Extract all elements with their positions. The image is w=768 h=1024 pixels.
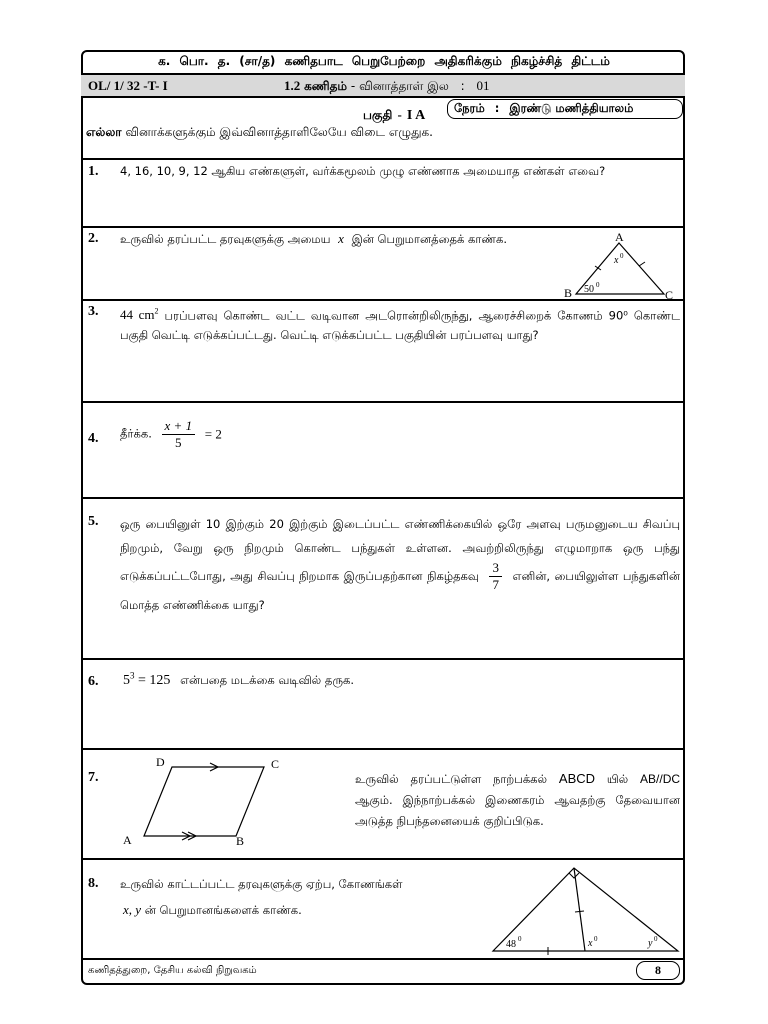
- q2-vertex-a: A: [615, 232, 624, 244]
- q7-vertex-b: B: [236, 834, 245, 848]
- q2-angle-x: x: [614, 255, 619, 266]
- q6-math: $5^3 = 125$: [123, 670, 171, 688]
- q4-equation: [120, 418, 222, 451]
- q7-text-b: யில்: [606, 772, 629, 786]
- q7-text-block: [355, 768, 680, 832]
- q8-angle-y: y: [648, 938, 653, 949]
- q5-fraction: [489, 560, 502, 593]
- time-box: [447, 99, 683, 119]
- question-divider: [81, 158, 685, 160]
- question-divider: [81, 748, 685, 750]
- q2-angle-b: 50: [584, 284, 594, 295]
- paper-number: 01: [476, 78, 490, 93]
- time-label: நேரம்: [454, 101, 485, 115]
- paper-code: OL/ 1/ 32 -T- I: [88, 78, 168, 93]
- q5-text-block: [120, 512, 680, 617]
- q5-denominator: 7: [492, 577, 499, 592]
- part-word: பகுதி: [363, 108, 393, 122]
- q8-angle-x: x: [588, 938, 593, 949]
- q2-text: [120, 229, 620, 249]
- paper-heading: [284, 78, 490, 95]
- part-id: I A: [406, 108, 426, 123]
- footer-divider: [81, 958, 685, 960]
- q7-parallel: AB//DC: [640, 772, 681, 786]
- q2-triangle-figure: [560, 232, 680, 300]
- q5-text-b: எனின், பையிலுள்ள பந்துகளின் மொத்த எண்ணிக்கை யாது?: [120, 569, 681, 612]
- q4-fraction: [162, 418, 196, 451]
- q8-degree-y: 0: [654, 935, 658, 943]
- page-number: 8: [636, 961, 680, 980]
- q3-number: 3.: [88, 304, 99, 319]
- subject-number: 1.2: [284, 78, 301, 93]
- q2-text-b: இன் பெறுமானத்தைக் காண்க.: [351, 232, 507, 246]
- q3-area: 44 $cm^2$: [120, 307, 159, 323]
- q7-text-c: ஆகும். இந்நாற்பக்கல் இணைகரம் ஆவதற்கு தேவையான அடுத்த நிபந்தனையைக் குறிப்பிடுக.: [355, 793, 680, 828]
- q7-number: 7.: [88, 770, 99, 785]
- time-colon: :: [494, 101, 500, 115]
- part-label: [363, 104, 425, 124]
- instruction: [86, 125, 433, 141]
- q7-abcd: ABCD: [558, 771, 596, 786]
- q8-degree-x: 0: [594, 935, 598, 943]
- q2-variable: x: [338, 231, 344, 246]
- time-value: இரண்டு மணித்தியாலம்: [509, 101, 634, 115]
- footer-department: கணிதத்துறை, தேசிய கல்வி நிறுவகம்: [88, 965, 257, 976]
- paper-label: வினாத்தாள் இல: [359, 79, 449, 93]
- q8-degree-48: 0: [518, 935, 522, 943]
- q7-parallelogram: [144, 767, 264, 836]
- q8-text-line2: [123, 900, 483, 920]
- question-divider: [81, 401, 685, 403]
- q7-parallelogram-figure: [118, 752, 288, 852]
- question-divider: [81, 858, 685, 860]
- q8-angle-48: 48: [506, 939, 516, 950]
- q5-numerator: 3: [489, 560, 502, 577]
- q6-number: 6.: [88, 674, 99, 689]
- q7-text-a: உருவில் தரப்பட்டுள்ள நாற்பக்கல்: [355, 772, 548, 786]
- q2-number: 2.: [88, 231, 99, 246]
- program-title: க. பொ. த. (சா/த) கணிதபாட பெறுபேற்றை அதிகரிக்கும் நிகழ்ச்சித் திட்டம்: [158, 54, 610, 68]
- q7-vertex-a: A: [123, 833, 132, 847]
- subject-name: கணிதம்: [304, 79, 348, 93]
- q2-tick-ac: [639, 262, 645, 266]
- paper-colon: :: [460, 79, 465, 93]
- q7-vertex-c: C: [271, 757, 280, 771]
- instruction-text: வினாக்களுக்கும் இவ்வினாத்தாளிலேயே விடை எழுதுக.: [125, 125, 433, 139]
- q1-number: 1.: [88, 164, 99, 179]
- q8-text-a: உருவில் காட்டப்பட்ட தரவுகளுக்கு ஏற்ப, கோணங்கள்: [120, 877, 403, 891]
- header-divider-2: [81, 96, 685, 98]
- q8-variables: x, y: [123, 902, 142, 917]
- question-divider: [81, 497, 685, 499]
- q2-vertex-b: B: [564, 286, 573, 300]
- q2-degree-b: 0: [596, 281, 600, 289]
- q2-tick-ab: [595, 266, 601, 270]
- q3-text: பரப்பளவு கொண்ட வட்ட வடிவான அடரொன்றிலிருந்து, ஆரைச்சிறைக் கோணம் 90⁰ கொண்ட பகுதி வெட்டி எடுக்கப்பட்டது. வெட்டி எடுக்கப்பட்ட பகுதியின் பரப்பளவு யாது?: [120, 308, 680, 343]
- q4-denominator: 5: [175, 435, 182, 450]
- q5-text-a: ஒரு பையினுள் 10 இற்கும் 20 இற்கும் இடைப்பட்ட எண்ணிக்கையில் ஒரே அளவு பருமனுடைய சிவப்பு நிறமும், வேறு ஒரு நிறமும் கொண்ட பந்துகள் உள்ளன. அவற்றிலிருந்து எழுமாறாக ஒரு பந்து எடுக்கப்பட்டபோது, அது சிவப்பு நிறமாக இருப்பதற்கான நிகழ்தகவு: [120, 517, 680, 583]
- question-divider: [81, 658, 685, 660]
- q2-degree-x: 0: [620, 252, 624, 260]
- part-dash: -: [397, 107, 402, 122]
- instruction-emphasis: எல்லா: [86, 125, 122, 139]
- question-divider: [81, 226, 685, 228]
- q8-inner-line: [574, 868, 585, 951]
- q6-text: என்பதை மடக்கை வடிவில் தருக.: [180, 672, 355, 687]
- q2-vertex-c: C: [665, 288, 674, 300]
- q6-equation: [123, 670, 354, 689]
- q2-text-a: உருவில் தரப்பட்ட தரவுகளுக்கு அமைய: [120, 232, 331, 246]
- heading-dash: -: [350, 79, 356, 93]
- q8-right-angle-mark: [569, 873, 579, 878]
- q1-text: 4, 16, 10, 9, 12 ஆகிய எண்களுள், வர்க்கமூலம் முழு எண்ணாக அமையாத எண்கள் எவை?: [120, 164, 606, 178]
- q8-triangle-figure: [488, 864, 683, 956]
- q8-tick-inner: [575, 911, 584, 912]
- q3-text-block: [120, 302, 680, 345]
- q8-number: 8.: [88, 876, 99, 891]
- q4-number: 4.: [88, 431, 99, 446]
- q8-text-b: ன் பெறுமானங்களைக் காண்க.: [144, 903, 302, 917]
- q4-rhs: = 2: [204, 426, 222, 442]
- q4-text: தீர்க்க.: [120, 426, 152, 441]
- q5-number: 5.: [88, 514, 99, 529]
- q4-numerator: x + 1: [162, 418, 196, 435]
- q7-vertex-d: D: [156, 755, 165, 769]
